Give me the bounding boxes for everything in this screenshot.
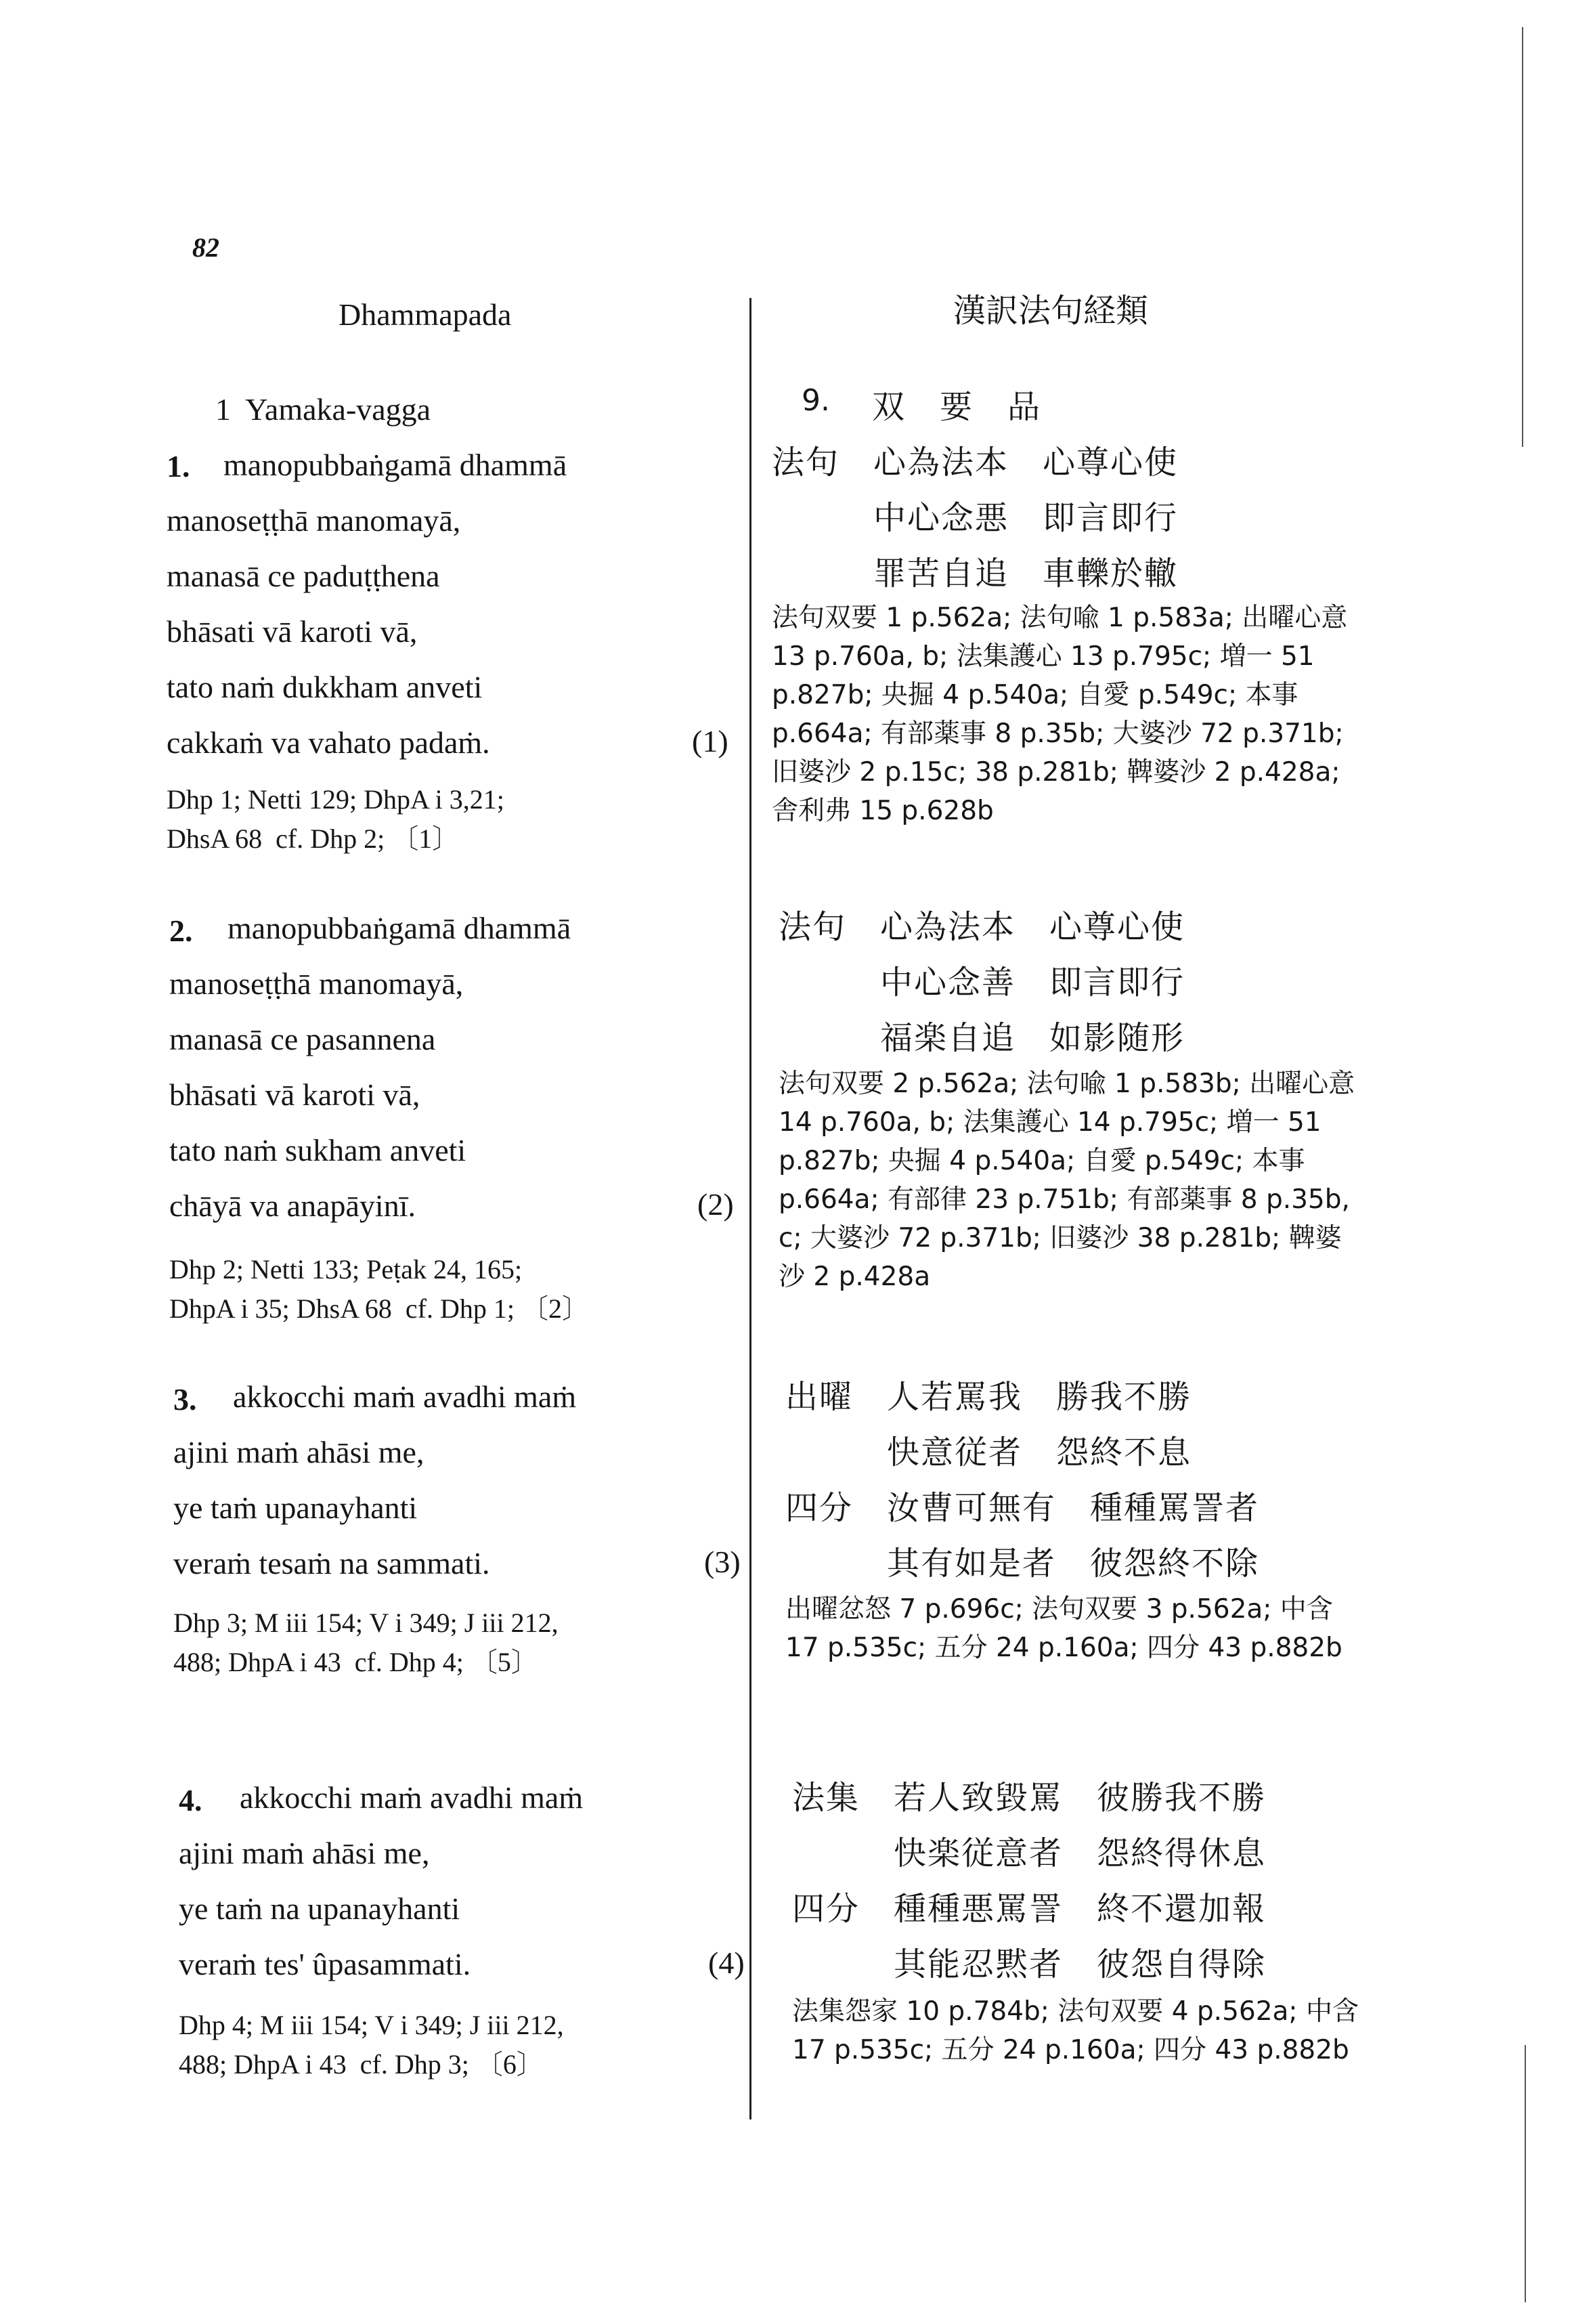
chinese-verse-line: 中心念悪 即言即行 [873, 499, 1179, 537]
verse-marker: (4) [708, 1945, 745, 1980]
chinese-verse-line: 心為法本 心尊心使 [873, 444, 1179, 481]
verse-line: tato naṁ sukham anveti [169, 1133, 466, 1167]
chinese-references: 法句双要 1 p.562a; 法句喩 1 p.583a; 出曜心意 13 p.760a, b; 法集護心 13 p.795c; 増一 51 p.827b; 央掘 4 p.540a; 自愛 p.549c; 本事 p.664a; 有部薬事 8 p.35b; 大婆沙 72 p.371b; 旧婆沙 2 p.15c; 38 p.281b; 鞞婆沙 2 p.428a; 舎利弗 15 p.628b [772, 603, 1348, 826]
chapter-number: 9. [802, 383, 830, 418]
verse-marker: (1) [692, 724, 728, 758]
source-label: 法集 [792, 1779, 860, 1817]
verse-line: ajini maṁ ahāsi me, [173, 1435, 424, 1469]
chinese-verse-line: 心為法本 心尊心使 [880, 908, 1185, 946]
verse-number: 2. [169, 913, 193, 948]
verse-line: akkocchi maṁ avadhi maṁ [240, 1780, 584, 1815]
right-column-title: 漢訳法句経類 [953, 292, 1149, 330]
chinese-verse-line: 種種悪罵詈 終不還加報 [894, 1890, 1267, 1928]
verse-line: cakkaṁ va vahato padaṁ. [167, 725, 490, 760]
reference-line: 488; DhpA i 43 cf. Dhp 4; 〔5〕 [173, 1647, 538, 1677]
verse-number: 4. [179, 1783, 202, 1817]
chinese-verse-line: 其有如是者 彼怨終不除 [887, 1545, 1260, 1583]
verse-line: veraṁ tesaṁ na sammati. [173, 1546, 490, 1580]
verse-line: bhāsati vā karoti vā, [169, 1077, 420, 1112]
verse-line: chāyā va anapāyinī. [169, 1188, 416, 1223]
source-label: 四分 [785, 1489, 854, 1527]
chinese-references: 法集怨家 10 p.784b; 法句双要 4 p.562a; 中含 17 p.535c; 五分 24 p.160a; 四分 43 p.882b [792, 1996, 1359, 2065]
source-label: 四分 [792, 1890, 860, 1928]
verse-line: tato naṁ dukkham anveti [167, 670, 483, 704]
verse-line: manoseṭṭhā manomayā, [169, 966, 464, 1001]
chinese-verse-line: 快意従者 怨終不息 [887, 1434, 1192, 1471]
verse-line: ye taṁ na upanayhanti [179, 1891, 460, 1926]
chinese-verse-line: 中心念善 即言即行 [880, 964, 1185, 1002]
verse-number: 1. [167, 449, 190, 483]
verse-line: manopubbaṅgamā dhammā [227, 911, 571, 945]
vagga-heading: 1 Yamaka-vagga [215, 392, 431, 427]
source-label: 法句 [772, 444, 840, 481]
reference-line: Dhp 1; Netti 129; DhpA i 3,21; [167, 784, 504, 815]
chinese-verse-line: 汝曹可無有 種種罵詈者 [887, 1489, 1260, 1527]
verse-line: akkocchi maṁ avadhi maṁ [233, 1379, 577, 1414]
chinese-verse-line: 若人致毀罵 彼勝我不勝 [894, 1779, 1267, 1817]
scan-edge-line [1522, 27, 1523, 447]
verse-number: 3. [173, 1382, 197, 1417]
reference-line: DhsA 68 cf. Dhp 2; 〔1〕 [167, 823, 460, 854]
chinese-verse-line: 福楽自追 如影随形 [880, 1019, 1185, 1057]
verse-line: ye taṁ upanayhanti [173, 1490, 418, 1525]
column-divider [749, 298, 751, 2119]
verse-line: manasā ce paduṭṭhena [167, 559, 440, 593]
page-number: 82 [192, 232, 219, 263]
verse-line: bhāsati vā karoti vā, [167, 614, 418, 649]
chinese-verse-line: 人若罵我 勝我不勝 [887, 1378, 1192, 1416]
reference-line: DhpA i 35; DhsA 68 cf. Dhp 1; 〔2〕 [169, 1293, 589, 1324]
reference-line: 488; DhpA i 43 cf. Dhp 3; 〔6〕 [179, 2049, 544, 2080]
verse-line: ajini maṁ ahāsi me, [179, 1836, 430, 1870]
left-column-title: Dhammapada [339, 297, 512, 332]
source-label: 出曜 [785, 1378, 854, 1416]
chinese-references: 出曜忿怒 7 p.696c; 法句双要 3 p.562a; 中含 17 p.535c; 五分 24 p.160a; 四分 43 p.882b [785, 1594, 1342, 1663]
reference-line: Dhp 3; M iii 154; V i 349; J iii 212, [173, 1608, 559, 1638]
reference-line: Dhp 4; M iii 154; V i 349; J iii 212, [179, 2010, 564, 2040]
scan-edge-line-lower [1525, 2045, 1526, 2302]
chinese-verse-line: 罪苦自追 車轢於轍 [873, 555, 1179, 593]
chapter-title: 双 要 品 [872, 388, 1042, 426]
verse-marker: (3) [704, 1545, 741, 1579]
reference-line: Dhp 2; Netti 133; Peṭak 24, 165; [169, 1254, 523, 1285]
source-label: 法句 [779, 908, 847, 946]
chinese-verse-line: 快楽従意者 怨終得休息 [894, 1834, 1267, 1872]
verse-line: manoseṭṭhā manomayā, [167, 503, 461, 538]
chinese-references: 法句双要 2 p.562a; 法句喩 1 p.583b; 出曜心意 14 p.760a, b; 法集護心 14 p.795c; 増一 51 p.827b; 央掘 4 p.540a; 自愛 p.549c; 本事 p.664a; 有部律 23 p.751b; 有部薬事 8 p.35b, c; 大婆沙 72 p.371b; 旧婆沙 38 p.281b; 鞞婆沙 2 p.428a [779, 1069, 1355, 1292]
verse-marker: (2) [697, 1187, 734, 1222]
verse-line: manopubbaṅgamā dhammā [223, 448, 567, 482]
chinese-verse-line: 其能忍黙者 彼怨自得除 [894, 1945, 1267, 1983]
verse-line: manasā ce pasannena [169, 1022, 436, 1056]
verse-line: veraṁ tes' ûpasammati. [179, 1947, 471, 1981]
